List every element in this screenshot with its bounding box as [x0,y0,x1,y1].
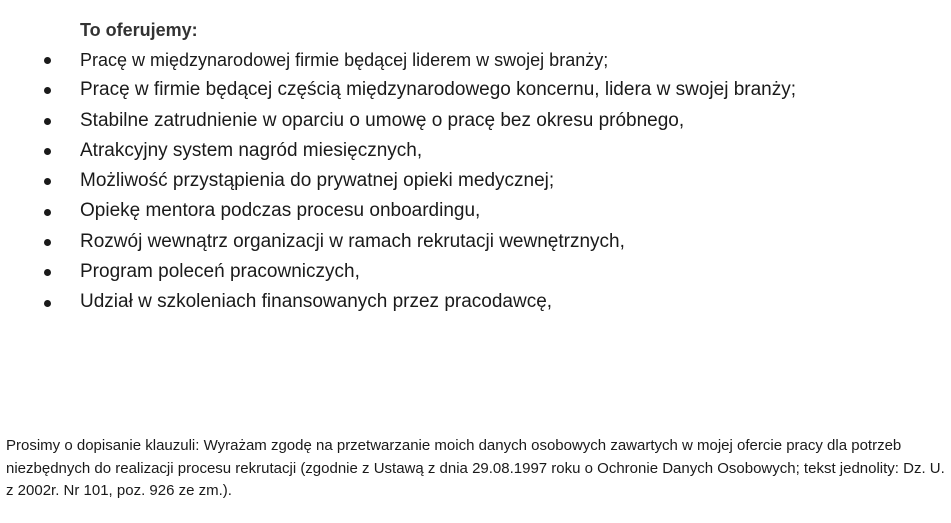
bullet-icon [44,178,51,185]
offer-list-item [0,45,796,75]
offer-list-item [0,136,796,166]
offer-item-text: Możliwość przystąpienia do prywatnej opieki medycznej; [80,170,555,192]
bullet-icon [44,57,51,64]
bullet-icon [44,87,51,94]
offer-list-item [0,166,796,196]
offer-item-text: Pracę w firmie będącej częścią międzynarodowego koncernu, lidera w swojej branży; [80,79,796,101]
offer-item-text: Program poleceń pracowniczych, [80,261,360,283]
offer-list-item [0,287,796,317]
offer-list [0,45,796,318]
offer-list-item [0,75,796,105]
bullet-icon [44,118,51,125]
bullet-icon [44,300,51,307]
offer-list-item [0,106,796,136]
bullet-icon [44,148,51,155]
bullet-icon [44,269,51,276]
bullet-icon [44,209,51,216]
offer-item-text: Atrakcyjny system nagród miesięcznych, [80,139,423,161]
consent-clause: Prosimy o dopisanie klauzuli: Wyrażam zgodę na przetwarzanie moich danych osobowych zawartych w mojej ofercie pracy dla potrzeb niezbędnych do realizacji procesu rekrutacji (zgodnie z Ustawą z dnia 29.08.1997 roku o Ochronie Danych Osobowych; tekst jednolity: Dz. U. z 2002r. Nr 101, poz. 926 ze zm.). [6,437,945,499]
offer-item-text: Udział w szkoleniach finansowanych przez pracodawcę, [80,291,553,313]
offer-list-item [0,196,796,226]
offer-list-item [0,257,796,287]
offer-item-text: Rozwój wewnątrz organizacji w ramach rekrutacji wewnętrznych, [80,230,625,252]
offer-item-text: Stabilne zatrudnienie w oparciu o umowę o pracę bez okresu próbnego, [80,109,685,131]
bullet-icon [44,239,51,246]
offer-item-text: Pracę w międzynarodowej firmie będącej liderem w swojej branży; [80,50,609,70]
offer-heading: To oferujemy: [80,20,198,40]
offer-item-text: Opiekę mentora podczas procesu onboardingu, [80,200,481,222]
offer-list-item [0,227,796,257]
